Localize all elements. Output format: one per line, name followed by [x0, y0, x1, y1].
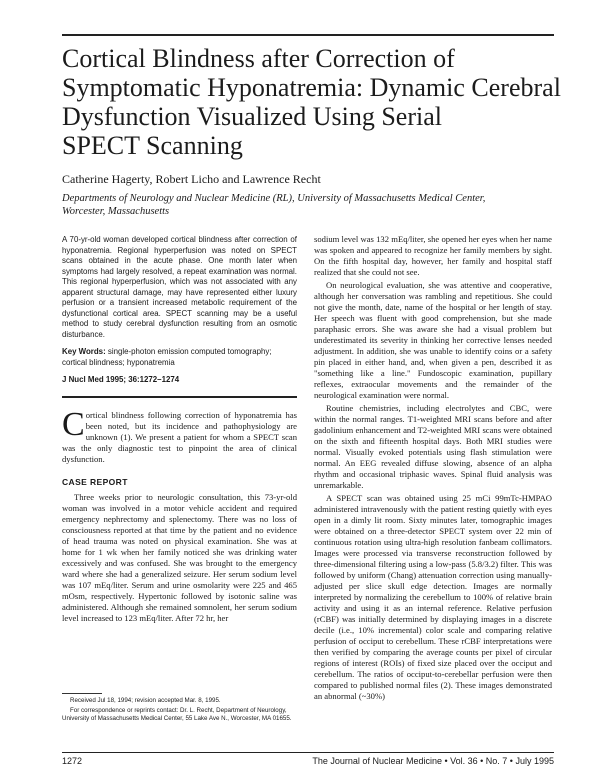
- citation: J Nucl Med 1995; 36:1272–1274: [62, 375, 180, 384]
- title-line: SPECT Scanning: [62, 131, 243, 160]
- case-report-heading: CASE REPORT: [62, 477, 128, 487]
- page-number: 1272: [62, 756, 83, 766]
- keywords-text: single-photon emission computed tomography; cortical blindness; hyponatremia: [62, 347, 272, 367]
- body-paragraph: A SPECT scan was obtained using 25 mCi 99mTc-HMPAO administered intravenously with the patient resting quietly with eyes open in a dimly lit room. Sixty minutes later, tomographic images were obtained on a three-detector SPECT system over 22 min of continuous rotation using ultra-high resolution fanbeam collimators. Images were processed via transverse reconstruction followed by three-dimensional filtering using a low-pass (5.8/3.2) filter. This was followed by uniform (Chang) attenuation correction using manually-adjusted per slice skull edge detection. Images are normally interpreted by normalizing the cerebellum to 100% of relative brain activity and using it as an internal reference. Relative perfusion (rCBF) was initially determined by displaying images in a discrete decile (i.e., 10% incremental) color scale and comparing relative perfusion of occiput to cerebellum. These rCBF interpretations were then verified by comparing the average counts per pixel of circular regions of interest (ROIs) of fixed size placed over the occiput and cerebellum. The ratios of occiput-to-cerebellar perfusion were then compared to published normal files (2). These images demonstrated an abnormal (~30%): [314, 493, 552, 701]
- body-paragraph: Routine chemistries, including electrolytes and CBC, were within the normal ranges. T1-weighted MRI scans before and after gadolinium enhancement and T2-weighted MRI scans were obtained on the sixth and fifteenth hospital days. Both MRI studies were normal. Visually evoked potentials using flash stimulation were normal. An EEG revealed diffuse slowing, absence of an alpha rhythm and occasional triphasic waves. Spinal fluid analysis was unremarkable.: [314, 403, 552, 490]
- body-paragraph: On neurological evaluation, she was attentive and cooperative, although her conversation was rambling and repetitious. She could not give the month, date, name of the hospital or her length of stay. Her speech was fluent with good comprehension, but she made paraphasic errors. She was aware she had a visual problem but underestimated its severity in thinking her corrective lenses needed adjustment. In addition, she was unable to identify coins or a safety pin placed in either hand, and, when given a pen, described it as "something like a line." Fundoscopic examination, pupillary reflexes, extraocular movements and the remainder of the neurological examination were normal.: [314, 280, 552, 400]
- affiliation-line: Departments of Neurology and Nuclear Medicine (RL), University of Massachusetts Medical Center,: [62, 193, 486, 204]
- footer-rule: [62, 752, 554, 753]
- abstract: A 70-yr-old woman developed cortical blindness after correction of hyponatremia. Regional hyperperfusion was noted on SPECT scans obtained in the acute phase. One month later when symptoms had largely resolved, a repeat examination was normal. This regional hyperperfusion, which was not associated with any apparent structural damage, may have represented either luxury perfusion or a transient increased metabolic requirement of the dysfunctional cortical area. SPECT scanning may be a useful method to study cerebral dysfunction resulting from an osmotic disturbance.: [62, 235, 297, 339]
- keywords-label: Key Words:: [62, 347, 106, 356]
- article-title: [62, 44, 562, 160]
- footnotes: [62, 697, 297, 725]
- running-footer: The Journal of Nuclear Medicine • Vol. 36 • No. 7 • July 1995: [312, 756, 554, 766]
- right-column: [314, 234, 552, 704]
- top-rule: [62, 34, 554, 36]
- title-line: Dysfunction Visualized Using Serial: [62, 102, 442, 131]
- left-column: [62, 235, 297, 624]
- intro-paragraph: [62, 406, 297, 465]
- case-report-paragraph: Three weeks prior to neurologic consultation, this 73-yr-old woman was involved in a motor vehicle accident and required emergency nephrectomy and splenectomy. There was no loss of consciousness reported at that time by the patient and no evidence of head trauma was noted on physical examination. She was at home for 1 wk when her family noticed she was drinking water excessively and was confused. She was brought to the emergency ward where she had a generalized seizure. Her serum sodium level was 107 mEq/liter. Serum and urine osmolarity were 225 and 465 mOsm, respectively. Hypertonic followed by isotonic saline was administered. Although she remained somnolent, her serum sodium level increased to 123 mEq/liter. After 72 hr, her: [62, 492, 297, 623]
- drop-cap: C: [62, 406, 85, 443]
- affiliation-line: Worcester, Massachusetts: [62, 206, 170, 217]
- footnote-correspondence: For correspondence or reprints contact: Dr. L. Recht, Department of Neurology, University of Massachusetts Medical Center, 55 Lake Ave N., Worcester, MA 01655.: [62, 707, 292, 722]
- title-line: Symptomatic Hyponatremia: Dynamic Cerebral: [62, 73, 561, 102]
- section-divider: [62, 396, 297, 398]
- body-paragraph: sodium level was 132 mEq/liter, she opened her eyes when her name was spoken and appeared to recognize her family members by sight. On the fifth hospital day, however, her family and hospital staff realized that she could not see.: [314, 234, 552, 277]
- affiliation: [62, 192, 485, 218]
- keywords: [62, 347, 297, 368]
- author-list: Catherine Hagerty, Robert Licho and Lawrence Recht: [62, 172, 321, 186]
- intro-text: ortical blindness following correction of hyponatremia has been noted, but its incidence and pathophysiology are unknown (1). We present a patient for whom a SPECT scan was the only diagnostic test to pinpoint the area of clinical dysfunction.: [62, 410, 297, 464]
- footnote-rule: [62, 693, 102, 694]
- title-line: Cortical Blindness after Correction of: [62, 44, 455, 73]
- footnote-received: Received Jul 18, 1994; revision accepted Mar. 8, 1995.: [70, 697, 221, 704]
